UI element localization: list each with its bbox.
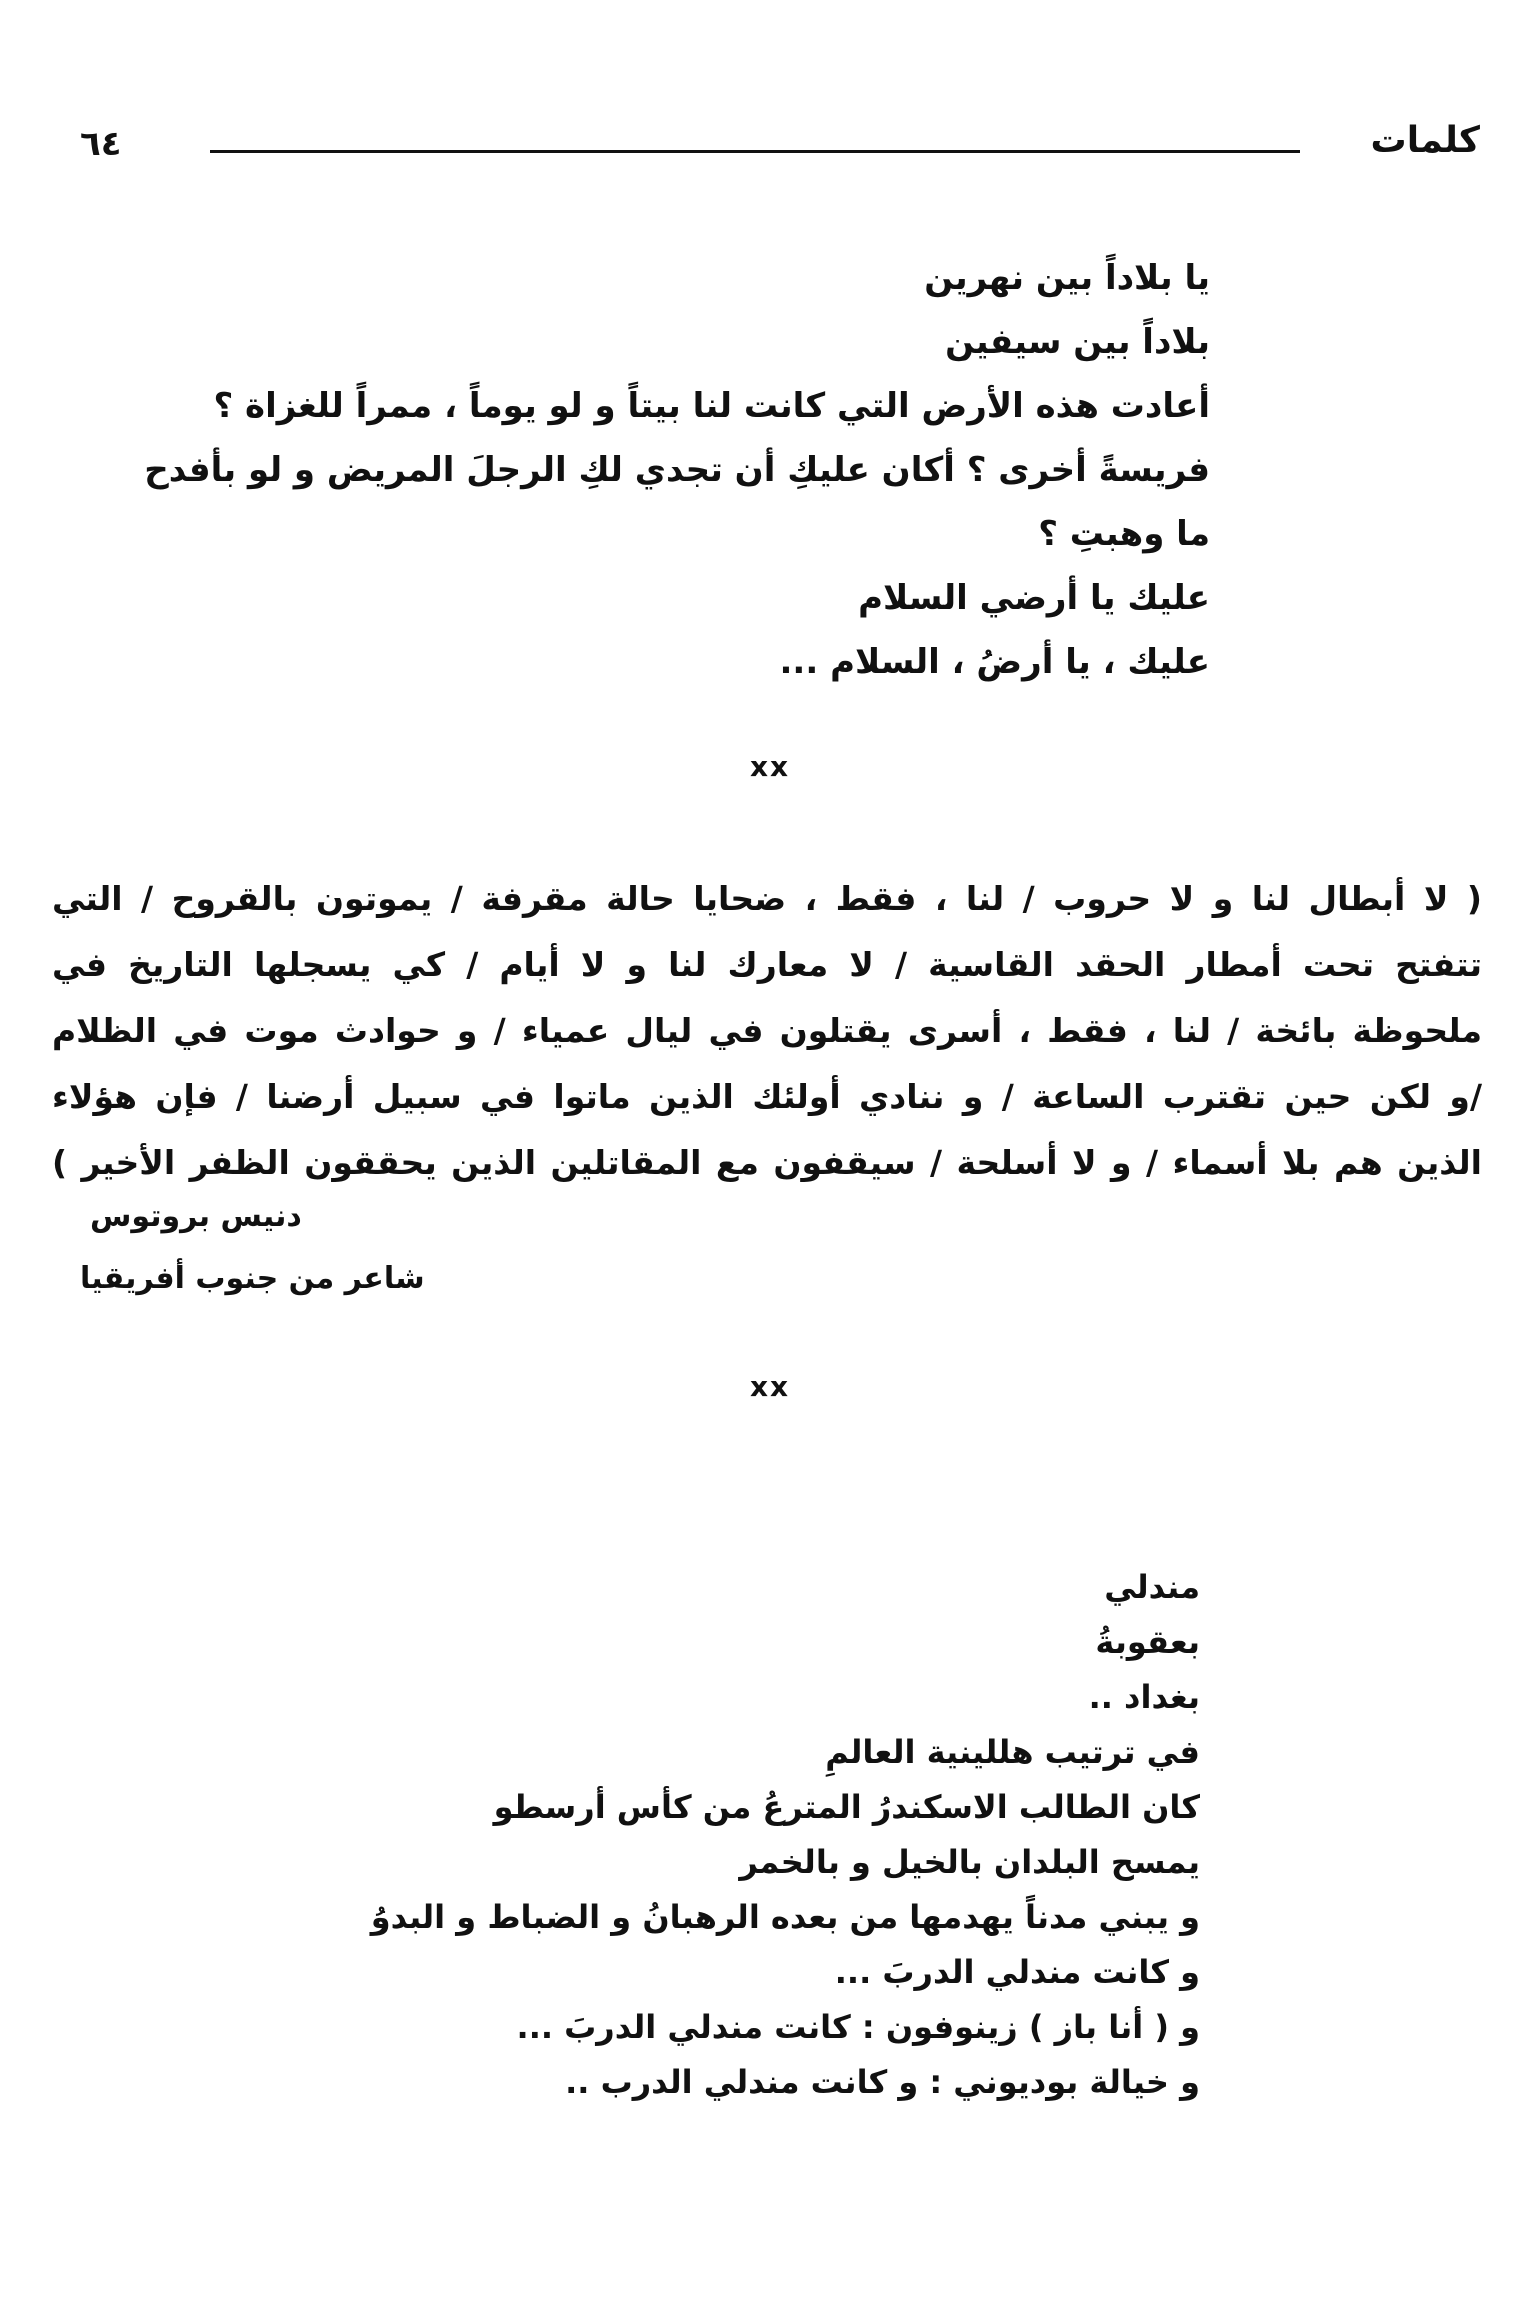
- poem-line: في ترتيب هللينية العالمِ: [825, 1733, 1200, 1771]
- quote-line: ( لا أبطال لنا و لا حروب / لنا ، فقط ، ضحايا حالة مقرفة / يموتون بالقروح / التي: [52, 879, 1482, 918]
- quote-line: ملحوظة بائخة / لنا ، فقط ، أسرى يقتلون في ليال عمياء / و حوادث موت في الظلام: [52, 1011, 1482, 1050]
- poem-line: بعقوبةُ: [1095, 1623, 1200, 1661]
- poem-line: مندلي: [1104, 1568, 1200, 1606]
- section-separator: xx: [749, 750, 791, 783]
- poem-line: و كانت مندلي الدربَ ...: [834, 1953, 1200, 1991]
- poem-line: يمسح البلدان بالخيل و بالخمر: [739, 1843, 1200, 1881]
- page-header: [80, 120, 1480, 180]
- poem-line: أعادت هذه الأرض التي كانت لنا بيتاً و لو يوماً ، ممراً للغزاة ؟: [213, 386, 1210, 426]
- poem-line: بغداد ..: [1088, 1678, 1200, 1716]
- poem-second: [100, 1560, 1200, 2110]
- quote-author-description-text: شاعر من جنوب أفريقيا: [80, 1261, 425, 1296]
- poem-line: عليك ، يا أرضُ ، السلام ...: [779, 642, 1210, 682]
- quote-line: /و لكن حين تقترب الساعة / و ننادي أولئك الذين ماتوا في سبيل أرضنا / فإن هؤلاء: [52, 1077, 1482, 1116]
- poem-line: بلاداً بين سيفين: [945, 322, 1210, 362]
- poem-line: فريسةً أخرى ؟ أكان عليكِ أن تجدي لكِ الرجلَ المريض و لو بأفدح: [144, 450, 1210, 490]
- running-title: كلمات: [1370, 120, 1480, 161]
- quote-author-description: [80, 1250, 425, 1308]
- poem-line: عليك يا أرضي السلام: [858, 578, 1210, 618]
- poem-line: و ( أنا باز ) زينوفون : كانت مندلي الدربَ ...: [516, 2008, 1200, 2046]
- poem-line: و خيالة بوديوني : و كانت مندلي الدرب ..: [565, 2063, 1200, 2101]
- quote-line: تتفتح تحت أمطار الحقد القاسية / لا معارك لنا و لا أيام / كي يسجلها التاريخ في: [52, 945, 1482, 984]
- quote-author: [90, 1188, 302, 1246]
- page-number: ٦٤: [80, 124, 122, 164]
- poem-line: و يبني مدناً يهدمها من بعده الرهبانُ و الضباط و البدوُ: [370, 1898, 1200, 1936]
- section-separator: xx: [749, 1370, 791, 1403]
- poem-first: [90, 246, 1210, 694]
- quote-author-name: دنيس بروتوس: [90, 1199, 302, 1234]
- poem-line: كان الطالب الاسكندرُ المترعُ من كأس أرسطو: [493, 1788, 1200, 1826]
- header-rule: [210, 150, 1300, 153]
- poem-line: يا بلاداً بين نهرين: [924, 258, 1210, 298]
- quote-line: الذين هم بلا أسماء / و لا أسلحة / سيقفون مع المقاتلين الذين يحققون الظفر الأخير ): [52, 1143, 1482, 1182]
- quoted-passage: [52, 866, 1482, 1196]
- poem-line: ما وهبتِ ؟: [1038, 514, 1210, 554]
